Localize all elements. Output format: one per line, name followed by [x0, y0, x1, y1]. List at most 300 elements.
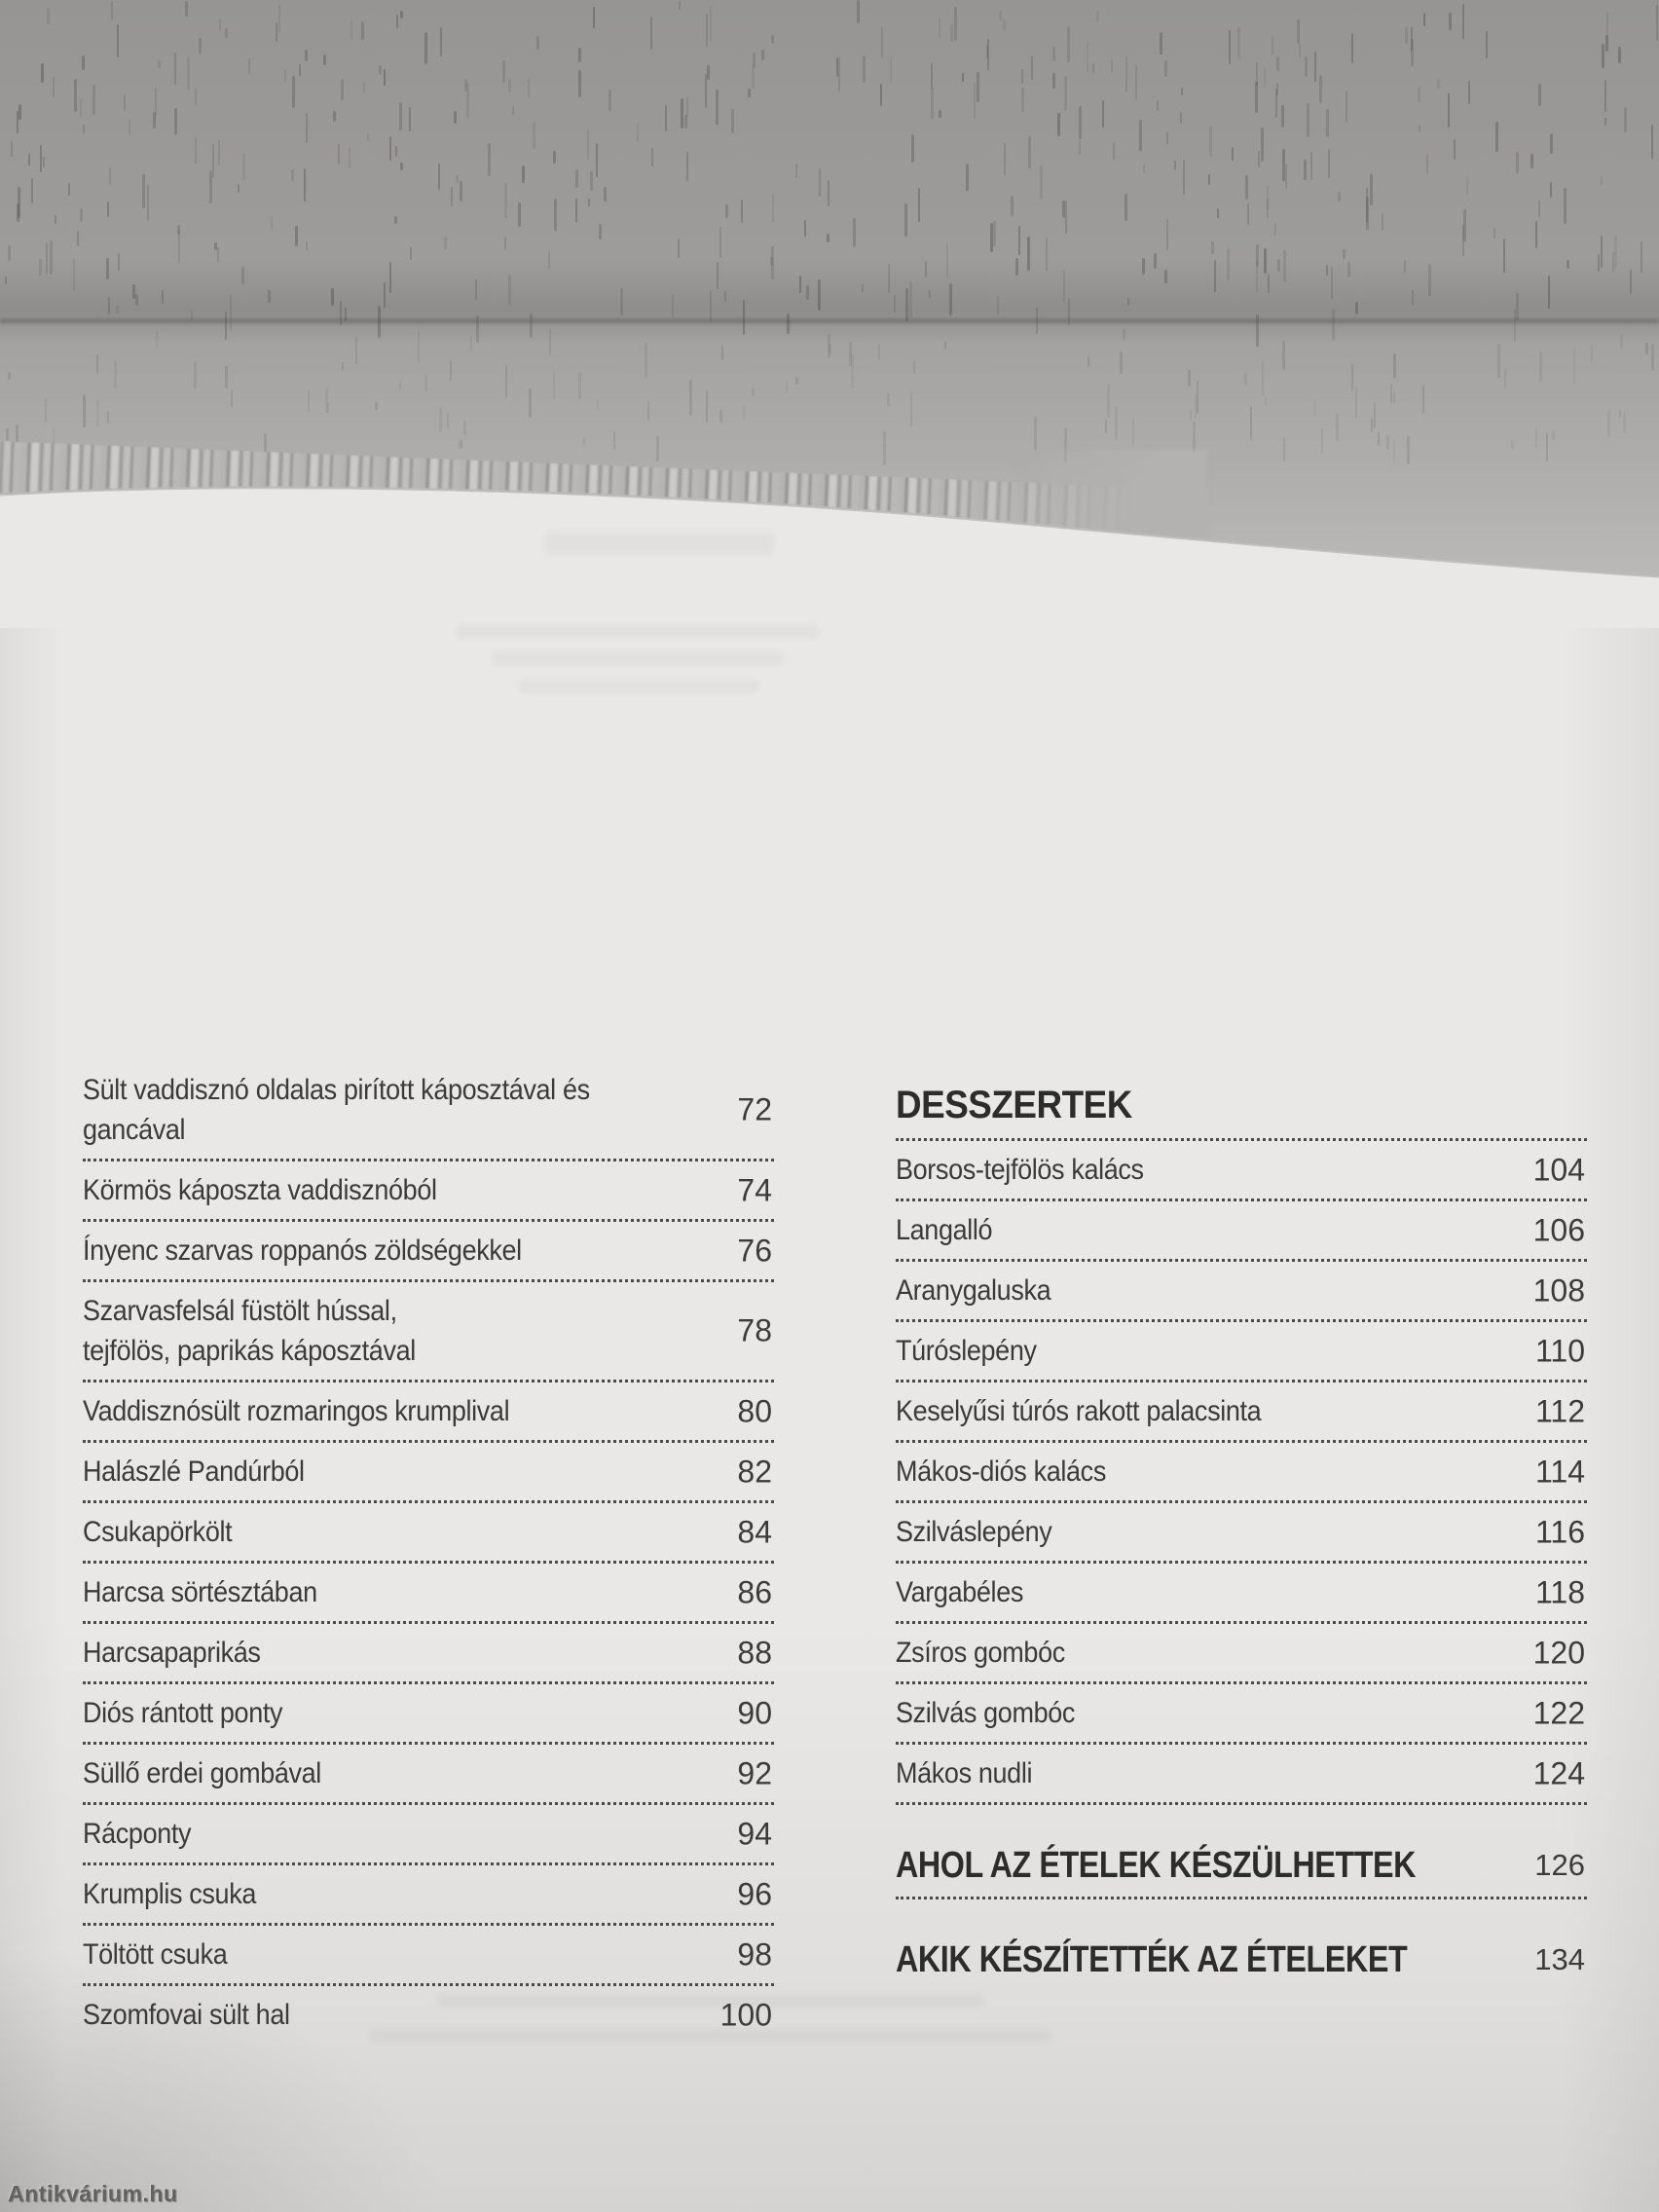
wood-grain-dash [174, 53, 176, 85]
wood-grain-dash [1143, 165, 1145, 173]
wood-grain-dash [707, 65, 710, 80]
wood-grain-dash [1068, 298, 1070, 325]
wood-grain-dash [686, 152, 688, 181]
toc-entry [896, 1384, 1587, 1438]
toc-entry [83, 1626, 774, 1679]
dotted-leader [896, 1259, 1587, 1262]
wood-grain-dash [1390, 384, 1392, 403]
wood-grain-dash [1277, 259, 1280, 272]
wood-grain-dash [331, 288, 334, 306]
wood-grain-dash [904, 203, 907, 237]
toc-entry [896, 1264, 1587, 1317]
toc-entry-page-number: 96 [737, 1876, 772, 1911]
wood-grain-dash [1214, 260, 1216, 292]
wood-grain-dash [276, 22, 277, 42]
wood-grain-dash [355, 337, 357, 364]
toc-section-row [896, 1931, 1587, 1989]
wood-grain-dash [829, 344, 831, 354]
dotted-leader [896, 1138, 1587, 1141]
wood-grain-dash [1299, 44, 1301, 57]
toc-entry-title: Harcsapaprikás [83, 1637, 261, 1669]
wood-grain-dash [918, 188, 920, 222]
wood-grain-dash [1088, 356, 1089, 367]
toc-entry-page-number: 104 [1532, 1152, 1585, 1187]
wood-grain-dash [488, 143, 491, 176]
wood-grain-dash [31, 178, 33, 203]
wood-grain-dash [1497, 344, 1500, 378]
wood-grain-dash [1028, 136, 1031, 168]
wood-grain-dash [1423, 13, 1425, 26]
wood-grain-dash [986, 45, 988, 58]
wood-grain-dash [1503, 239, 1505, 273]
wood-grain-dash [1217, 208, 1219, 218]
wood-grain-dash [284, 69, 286, 82]
wood-grain-dash [217, 247, 219, 262]
wood-grain-dash [1422, 386, 1424, 414]
wood-grain-dash [725, 204, 728, 218]
wood-grain-dash [1188, 370, 1191, 387]
wood-grain-dash [1598, 254, 1600, 272]
wood-grain-dash [1268, 274, 1270, 293]
wood-grain-dash [40, 145, 42, 172]
wood-grain-dash [1328, 149, 1330, 178]
wood-grain-dash [271, 217, 273, 230]
wood-grain-dash [1405, 26, 1408, 44]
wood-grain-dash [1338, 192, 1341, 202]
toc-entry [83, 1505, 774, 1559]
wood-grain-dash [108, 297, 110, 314]
wood-grain-dash [549, 329, 551, 355]
wood-grain-dash [905, 288, 908, 321]
wood-grain-dash [1538, 201, 1540, 217]
wood-grain-dash [73, 258, 75, 291]
wood-grain-dash [706, 390, 708, 423]
wood-grain-dash [554, 199, 557, 231]
dotted-leader [83, 1500, 774, 1503]
wood-grain-dash [1651, 125, 1653, 159]
wood-grain-dash [1245, 175, 1248, 200]
wood-grain-dash [799, 276, 801, 293]
wood-grain-dash [578, 373, 581, 399]
wood-grain-dash [966, 164, 969, 191]
wood-grain-dash [853, 218, 856, 247]
table-seam-line [0, 318, 1659, 323]
wood-grain-dash [878, 344, 880, 360]
toc-entry-title: Halászlé Pandúrból [83, 1456, 305, 1488]
wood-grain-dash [1164, 270, 1167, 283]
wood-grain-dash [1466, 176, 1468, 196]
toc-entry-title: Szomfovai sült hal [83, 1999, 290, 2031]
dotted-leader [83, 1159, 774, 1161]
page-showthrough-ghost [518, 680, 759, 692]
wood-grain-dash [1065, 201, 1067, 234]
wood-grain-dash [340, 301, 342, 325]
wood-grain-dash [946, 243, 948, 277]
toc-entry [83, 1445, 774, 1498]
wood-grain-dash [454, 111, 457, 124]
wood-grain-dash [962, 73, 964, 82]
wood-grain-dash [599, 224, 602, 240]
wood-grain-dash [1355, 387, 1357, 419]
wood-grain-dash [1550, 133, 1553, 154]
wood-grain-dash [1211, 241, 1214, 254]
wood-grain-dash [1057, 113, 1060, 136]
wood-grain-dash [1606, 12, 1608, 37]
toc-section-row [896, 1836, 1587, 1895]
wood-grain-dash [881, 26, 883, 57]
wood-grain-dash [862, 284, 864, 292]
dotted-leader [896, 1621, 1587, 1624]
wood-grain-dash [242, 153, 245, 180]
toc-entry-page-number: 72 [737, 1091, 772, 1127]
wood-grain-dash [1209, 126, 1212, 157]
wood-grain-dash [1538, 84, 1541, 106]
wood-grain-dash [248, 58, 250, 74]
wood-grain-dash [194, 361, 197, 388]
wood-grain-dash [741, 200, 743, 223]
wood-grain-dash [1031, 55, 1033, 80]
wood-grain-dash [1624, 107, 1627, 132]
dotted-leader [83, 1219, 774, 1222]
wood-grain-dash [1256, 62, 1258, 86]
wood-grain-dash [1272, 36, 1273, 55]
wood-grain-dash [1437, 79, 1440, 89]
wood-grain-dash [156, 330, 158, 349]
wood-grain-dash [1486, 31, 1488, 58]
dotted-leader [896, 1681, 1587, 1684]
toc-entry [896, 1747, 1587, 1800]
wood-grain-dash [575, 199, 577, 222]
wood-grain-dash [1157, 100, 1159, 111]
wood-grain-dash [679, 1, 681, 10]
wood-grain-dash [327, 403, 329, 413]
toc-entry-title: Krumplis csuka [83, 1878, 257, 1910]
wood-grain-dash [1418, 87, 1420, 102]
wood-grain-dash [1619, 410, 1621, 418]
page-showthrough-ghost [492, 652, 784, 665]
toc-entry-page-number: 82 [737, 1454, 772, 1489]
wood-grain-dash [911, 134, 914, 163]
toc-entry-title: Vaddisznósült rozmaringos krumplival [83, 1395, 510, 1427]
wood-grain-dash [195, 89, 197, 107]
wood-grain-dash [1326, 265, 1328, 276]
wood-grain-dash [1319, 75, 1322, 103]
wood-grain-dash [39, 259, 42, 276]
wood-grain-dash [939, 110, 941, 118]
wood-grain-dash [1135, 65, 1137, 100]
toc-entry [896, 1566, 1587, 1619]
wood-grain-dash [117, 24, 119, 57]
wood-grain-dash [1004, 143, 1006, 175]
wood-grain-dash [1063, 270, 1065, 303]
dotted-leader [896, 1561, 1587, 1564]
wood-grain-dash [827, 234, 830, 242]
wood-grain-dash [333, 111, 336, 122]
wood-grain-dash [1018, 226, 1020, 255]
wood-grain-dash [770, 257, 773, 266]
wood-grain-dash [1404, 260, 1406, 273]
wood-grain-dash [1448, 93, 1450, 128]
wood-grain-dash [96, 354, 98, 374]
toc-entry-page-number: 84 [737, 1514, 772, 1549]
wood-grain-dash [399, 102, 402, 130]
wood-grain-dash [528, 79, 530, 97]
wood-grain-dash [645, 343, 647, 378]
wood-grain-dash [752, 388, 755, 396]
wood-grain-dash [724, 291, 726, 302]
wood-grain-dash [45, 398, 47, 423]
wood-grain-dash [389, 262, 391, 293]
dotted-leader [83, 1742, 774, 1745]
wood-grain-dash [1183, 160, 1185, 195]
wood-grain-dash [931, 63, 933, 89]
wood-grain-dash [55, 215, 56, 224]
toc-entry-title: Ínyenc szarvas roppanós zöldségekkel [83, 1235, 522, 1267]
wood-grain-dash [1382, 213, 1383, 231]
dotted-leader [896, 1380, 1587, 1382]
dotted-leader [83, 1621, 774, 1624]
wood-grain-dash [1641, 241, 1642, 273]
wood-grain-dash [218, 140, 220, 166]
wood-grain-dash [1195, 394, 1197, 419]
wood-grain-dash [731, 109, 734, 133]
toc-entry [83, 1988, 774, 2042]
wood-grain-dash [508, 79, 511, 92]
wood-grain-dash [225, 312, 227, 340]
wood-grain-dash [1261, 128, 1264, 162]
wood-grain-dash [1601, 236, 1603, 268]
wood-grain-dash [1120, 351, 1123, 374]
wood-grain-dash [925, 261, 927, 277]
wood-grain-dash [1021, 88, 1024, 112]
wood-grain-dash [1304, 160, 1307, 180]
wood-grain-dash [209, 170, 212, 203]
wood-grain-dash [533, 122, 535, 149]
wood-grain-dash [1102, 100, 1104, 128]
wood-grain-dash [650, 17, 652, 50]
dotted-leader [83, 1681, 774, 1684]
wood-grain-dash [46, 242, 48, 275]
wood-grain-dash [993, 221, 996, 246]
wood-grain-dash [1067, 26, 1070, 62]
wood-grain-dash [772, 194, 774, 222]
toc-entry [83, 1284, 774, 1378]
wood-grain-dash [761, 50, 764, 60]
wood-grain-dash [1123, 329, 1125, 340]
wood-grain-dash [1656, 5, 1658, 41]
wood-grain-dash [977, 72, 979, 102]
wood-grain-dash [753, 53, 756, 68]
dotted-leader [83, 1802, 774, 1805]
wood-grain-dash [306, 113, 308, 143]
dotted-leader [83, 1923, 774, 1926]
wood-grain-dash [47, 8, 50, 24]
wood-grain-dash [18, 187, 20, 218]
dotted-leader [896, 1742, 1587, 1745]
wood-grain-dash [129, 120, 130, 135]
wood-grain-dash [502, 60, 505, 83]
wood-grain-dash [1256, 314, 1259, 347]
toc-entry [896, 1505, 1587, 1559]
wood-grain-dash [418, 332, 420, 362]
wood-grain-dash [1346, 91, 1347, 123]
wood-grain-dash [80, 98, 82, 117]
wood-grain-dash [1262, 361, 1264, 396]
wood-grain-dash [1265, 397, 1267, 405]
toc-entry-page-number: 88 [737, 1635, 772, 1670]
wood-grain-dash [536, 36, 539, 50]
dotted-leader [896, 1440, 1587, 1443]
wood-grain-dash [1310, 152, 1312, 180]
dotted-leader [896, 1897, 1587, 1899]
toc-entry-title: Töltött csuka [83, 1938, 228, 1971]
wood-grain-dash [410, 247, 412, 260]
wood-grain-dash [460, 181, 462, 202]
wood-grain-dash [529, 388, 532, 418]
wood-grain-dash [1412, 290, 1414, 305]
wood-grain-dash [1160, 32, 1162, 55]
wood-grain-dash [82, 55, 85, 70]
wood-grain-dash [1462, 4, 1464, 39]
toc-entry-title: Szilvás gombóc [896, 1697, 1076, 1729]
wood-grain-dash [1630, 270, 1632, 294]
wood-grain-dash [678, 239, 680, 258]
wood-grain-dash [929, 290, 931, 298]
wood-grain-dash [1618, 47, 1621, 63]
toc-entry-page-number: 120 [1532, 1635, 1585, 1670]
wood-grain-dash [53, 77, 55, 97]
wood-grain-dash [1516, 293, 1519, 320]
wood-grain-dash [1124, 194, 1127, 221]
wood-grain-dash [396, 15, 398, 28]
wood-grain-dash [440, 27, 442, 56]
toc-entry-title: Langalló [896, 1214, 993, 1246]
toc-entry-title: Túróslepény [896, 1335, 1037, 1367]
toc-left-column [83, 1063, 774, 2042]
toc-entry-page-number: 116 [1534, 1514, 1585, 1549]
wood-grain-dash [590, 171, 593, 191]
wood-grain-dash [1493, 228, 1495, 239]
toc-entry-title: Harcsa sörtésztában [83, 1576, 317, 1608]
wood-grain-dash [1267, 186, 1269, 209]
wood-grain-dash [851, 353, 854, 388]
wood-grain-dash [1281, 105, 1284, 128]
wood-grain-dash [1504, 369, 1506, 388]
wood-grain-dash [158, 60, 161, 68]
toc-entry-title: Szarvasfelsál füstölt hússal, tejfölös, paprikás káposztával [83, 1295, 416, 1367]
wood-grain-dash [553, 369, 555, 399]
toc-entry [83, 1807, 774, 1861]
toc-entry-page-number: 80 [737, 1393, 772, 1428]
wood-grain-dash [944, 342, 946, 350]
wood-grain-dash [1190, 410, 1192, 421]
wood-grain-dash [1107, 385, 1110, 418]
wood-grain-dash [505, 365, 507, 398]
wood-grain-dash [939, 18, 940, 38]
wood-grain-dash [400, 163, 403, 170]
wood-grain-dash [1142, 258, 1145, 275]
wood-grain-dash [135, 294, 138, 306]
wood-grain-dash [587, 130, 589, 160]
wood-grain-dash [1232, 147, 1234, 161]
wood-grain-dash [378, 306, 381, 338]
dotted-leader [83, 1380, 774, 1382]
wood-grain-dash [1208, 174, 1210, 185]
wood-grain-dash [1604, 118, 1606, 126]
toc-entry [896, 1445, 1587, 1498]
wood-grain-dash [1021, 69, 1023, 84]
toc-entry-page-number: 98 [737, 1936, 772, 1972]
toc-entry-title: Mákos nudli [896, 1757, 1033, 1789]
dotted-leader [896, 1198, 1587, 1201]
wood-grain-dash [291, 169, 294, 181]
wood-grain-dash [1393, 353, 1396, 379]
page-showthrough-ghost [545, 532, 774, 555]
wood-grain-dash [706, 14, 708, 47]
wood-grain-dash [1087, 42, 1088, 72]
wood-grain-dash [1166, 219, 1168, 250]
dotted-leader [896, 1802, 1587, 1805]
wood-grain-dash [475, 279, 477, 300]
toc-entry-title: Vargabéles [896, 1576, 1023, 1608]
wood-grain-dash [1370, 174, 1373, 205]
toc-entry-title: Rácponty [83, 1818, 192, 1850]
wood-grain-dash [399, 381, 401, 389]
wood-grain-dash [1052, 47, 1055, 61]
wood-grain-dash [185, 1, 188, 17]
toc-entry [896, 1626, 1587, 1679]
toc-entry [83, 1163, 774, 1217]
wood-grain-dash [400, 11, 403, 18]
wood-grain-dash [41, 63, 44, 83]
wood-grain-dash [913, 360, 915, 374]
wood-grain-dash [857, 0, 860, 23]
wood-grain-dash [1139, 120, 1142, 151]
wood-grain-dash [1620, 334, 1623, 349]
wood-grain-dash [1180, 112, 1182, 124]
toc-section-label: AKIK KÉSZÍTETTÉK AZ ÉTELEKET [896, 1939, 1408, 1980]
wood-grain-dash [1602, 44, 1604, 68]
wood-grain-dash [109, 167, 111, 185]
wood-grain-dash [74, 79, 77, 112]
wood-grain-dash [292, 76, 295, 108]
wood-grain-dash [1027, 237, 1030, 271]
toc-entry [83, 1747, 774, 1800]
toc-entry [896, 1203, 1587, 1257]
wood-grain-dash [1454, 139, 1456, 160]
wood-grain-dash [1096, 11, 1099, 22]
toc-entry-title: Borsos-tejfölös kalács [896, 1154, 1144, 1186]
wood-grain-dash [409, 107, 411, 131]
toc-entry-title: Szilváslepény [896, 1516, 1052, 1548]
wood-grain-dash [241, 267, 244, 284]
wood-grain-dash [1605, 35, 1608, 52]
page-showthrough-ghost [456, 625, 818, 639]
wood-grain-dash [1449, 13, 1452, 30]
wood-grain-dash [647, 401, 649, 421]
wood-grain-dash [1495, 122, 1498, 152]
wood-grain-dash [795, 377, 798, 385]
dotted-leader [896, 1319, 1587, 1322]
wood-grain-dash [1092, 63, 1094, 73]
wood-grain-dash [1564, 188, 1567, 224]
wood-grain-dash [1355, 302, 1358, 314]
wood-grain-dash [225, 366, 228, 388]
wood-grain-dash [350, 20, 352, 39]
wood-grain-dash [804, 220, 806, 237]
dotted-leader [83, 1862, 774, 1865]
wood-grain-dash [888, 264, 890, 293]
